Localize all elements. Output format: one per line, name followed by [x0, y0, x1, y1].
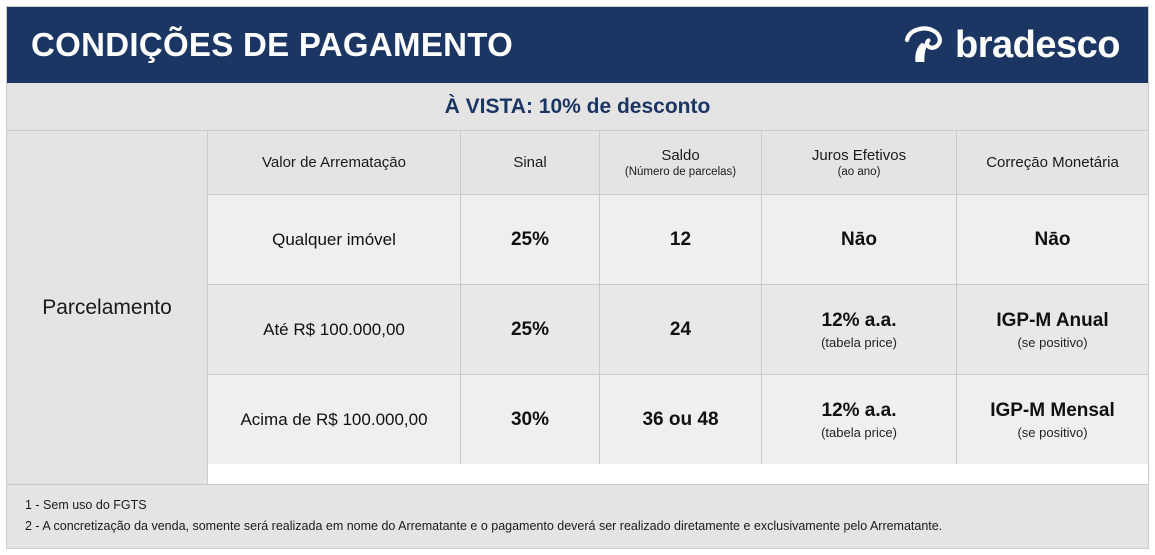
cell-juros-text: 12% a.a. — [821, 399, 897, 421]
cell-correcao-text: Nāo — [1034, 228, 1071, 250]
cell-correcao — [957, 195, 1148, 284]
cell-juros — [762, 285, 957, 374]
cell-valor — [208, 195, 461, 284]
header-bar — [7, 7, 1148, 83]
brand-name: bradesco — [955, 24, 1120, 66]
cell-sinal-text: 25% — [510, 318, 550, 340]
cell-saldo-text: 24 — [669, 318, 692, 340]
cell-juros — [762, 375, 957, 464]
cell-juros — [762, 195, 957, 284]
cell-valor — [208, 285, 461, 374]
row-group-label: Parcelamento — [42, 295, 172, 319]
cell-sinal — [461, 195, 600, 284]
cell-juros-text: Nāo — [841, 228, 877, 250]
column-header-valor-title: Valor de Arremataçāo — [262, 154, 406, 171]
column-header-valor — [208, 131, 461, 194]
discount-text: À VISTA: 10% de desconto — [444, 94, 711, 118]
bradesco-tree-icon — [899, 21, 947, 69]
column-header-sinal-title: Sinal — [513, 154, 547, 171]
cell-juros-subtext: (tabela price) — [821, 334, 897, 350]
cell-correcao — [957, 285, 1148, 374]
cell-saldo-text: 12 — [669, 228, 692, 250]
column-header-correcao — [957, 131, 1148, 194]
page-title: CONDIÇÕES DE PAGAMENTO — [31, 26, 514, 63]
column-header-juros-title: Juros Efetivos — [811, 147, 907, 164]
cell-valor — [208, 375, 461, 464]
table-row — [208, 285, 1148, 375]
cell-saldo-text: 36 ou 48 — [642, 408, 719, 430]
cell-sinal — [461, 375, 600, 464]
footnote-2: 2 - A concretização da venda, somente será realizada em nome do Arrematante e o pagamento deverá ser realizado diretamente e exclusivamente pelo Arrematante. — [25, 518, 943, 533]
table-header-row — [208, 131, 1148, 195]
payment-conditions-card — [6, 6, 1149, 549]
conditions-table — [7, 131, 1148, 484]
cell-valor-text: Acima de R$ 100.000,00 — [240, 409, 428, 429]
cell-sinal-text: 25% — [510, 228, 550, 250]
column-header-saldo — [600, 131, 762, 194]
cell-juros-subtext: (tabela price) — [821, 424, 897, 440]
cell-correcao-subtext: (se positivo) — [1017, 334, 1088, 350]
cell-valor-text: Qualquer imóvel — [272, 229, 396, 249]
footnotes — [7, 484, 1148, 548]
cell-correcao-text: IGP-M Mensal — [990, 399, 1115, 421]
cell-correcao-text: IGP-M Anual — [996, 309, 1109, 331]
column-header-correcao-title: Correçāo Monetária — [986, 154, 1119, 171]
cell-saldo — [600, 375, 762, 464]
cell-saldo — [600, 195, 762, 284]
cell-correcao-subtext: (se positivo) — [1017, 424, 1088, 440]
column-header-saldo-subtitle: (Número de parcelas) — [624, 166, 737, 178]
table-row — [208, 375, 1148, 464]
brand-logo — [899, 21, 1120, 69]
column-header-sinal — [461, 131, 600, 194]
discount-banner — [7, 83, 1148, 131]
cell-valor-text: Até R$ 100.000,00 — [263, 319, 405, 339]
cell-saldo — [600, 285, 762, 374]
row-group-label-cell — [7, 131, 208, 484]
table-row — [208, 195, 1148, 285]
cell-sinal — [461, 285, 600, 374]
table-grid — [208, 131, 1148, 484]
footnote-1: 1 - Sem uso do FGTS — [25, 498, 147, 512]
column-header-juros — [762, 131, 957, 194]
cell-juros-text: 12% a.a. — [821, 309, 897, 331]
column-header-juros-subtitle: (ao ano) — [837, 166, 881, 178]
cell-correcao — [957, 375, 1148, 464]
cell-sinal-text: 30% — [510, 408, 550, 430]
column-header-saldo-title: Saldo — [661, 147, 700, 164]
